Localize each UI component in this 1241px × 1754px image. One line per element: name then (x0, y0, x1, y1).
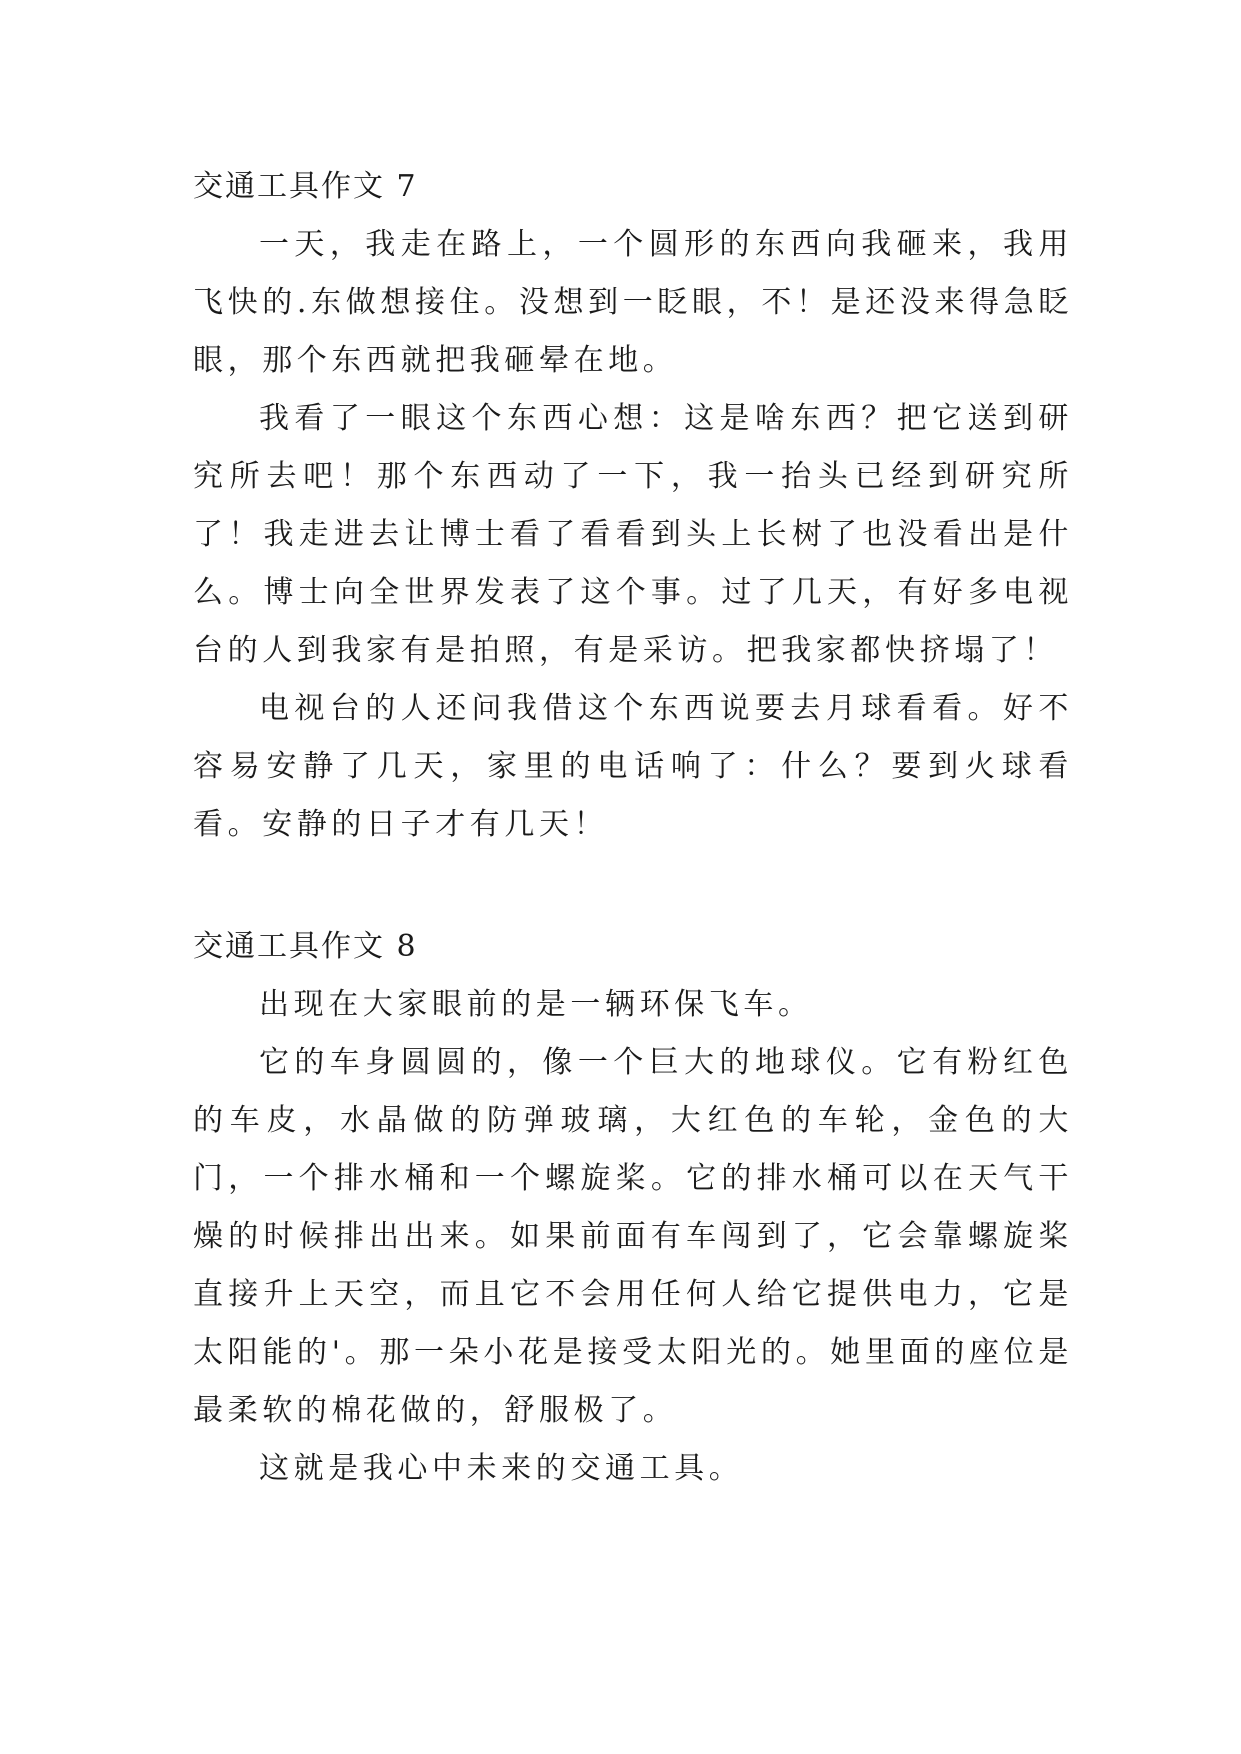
essay-paragraph: 我看了一眼这个东西心想：这是啥东西？把它送到研究所去吧！那个东西动了一下，我一抬头已经到研究所了！我走进去让博士看了看看到头上长树了也没看出是什么。博士向全世界发表了这个事。过了几天，有好多电视台的人到我家有是拍照，有是采访。把我家都快挤塌了！ (193, 401, 1073, 668)
essay-section-8 (193, 918, 1073, 1498)
essay-heading: 交通工具作文 7 (193, 169, 418, 204)
essay-paragraph: 出现在大家眼前的是一辆环保飞车。 (259, 987, 813, 1022)
essay-paragraph: 这就是我心中未来的交通工具。 (259, 1451, 744, 1486)
essay-paragraph: 它的车身圆圆的，像一个巨大的地球仪。它有粉红色的车皮，水晶做的防弹玻璃，大红色的车轮，金色的大门，一个排水桶和一个螺旋桨。它的排水桶可以在天气干燥的时候排出出来。如果前面有车闯到了，它会靠螺旋桨直接升上天空，而且它不会用任何人给它提供电力，它是太阳能的'。那一朵小花是接受太阳光的。她里面的座位是最柔软的棉花做的，舒服极了。 (193, 1045, 1073, 1428)
essay-paragraph: 一天，我走在路上，一个圆形的东西向我砸来，我用飞快的.东做想接住。没想到一眨眼，不！是还没来得急眨眼，那个东西就把我砸晕在地。 (193, 227, 1073, 378)
essay-heading: 交通工具作文 8 (193, 929, 418, 964)
essay-paragraph: 电视台的人还问我借这个东西说要去月球看看。好不容易安静了几天，家里的电话响了：什么？要到火球看看。安静的日子才有几天！ (193, 691, 1073, 842)
essay-section-7 (193, 158, 1073, 854)
